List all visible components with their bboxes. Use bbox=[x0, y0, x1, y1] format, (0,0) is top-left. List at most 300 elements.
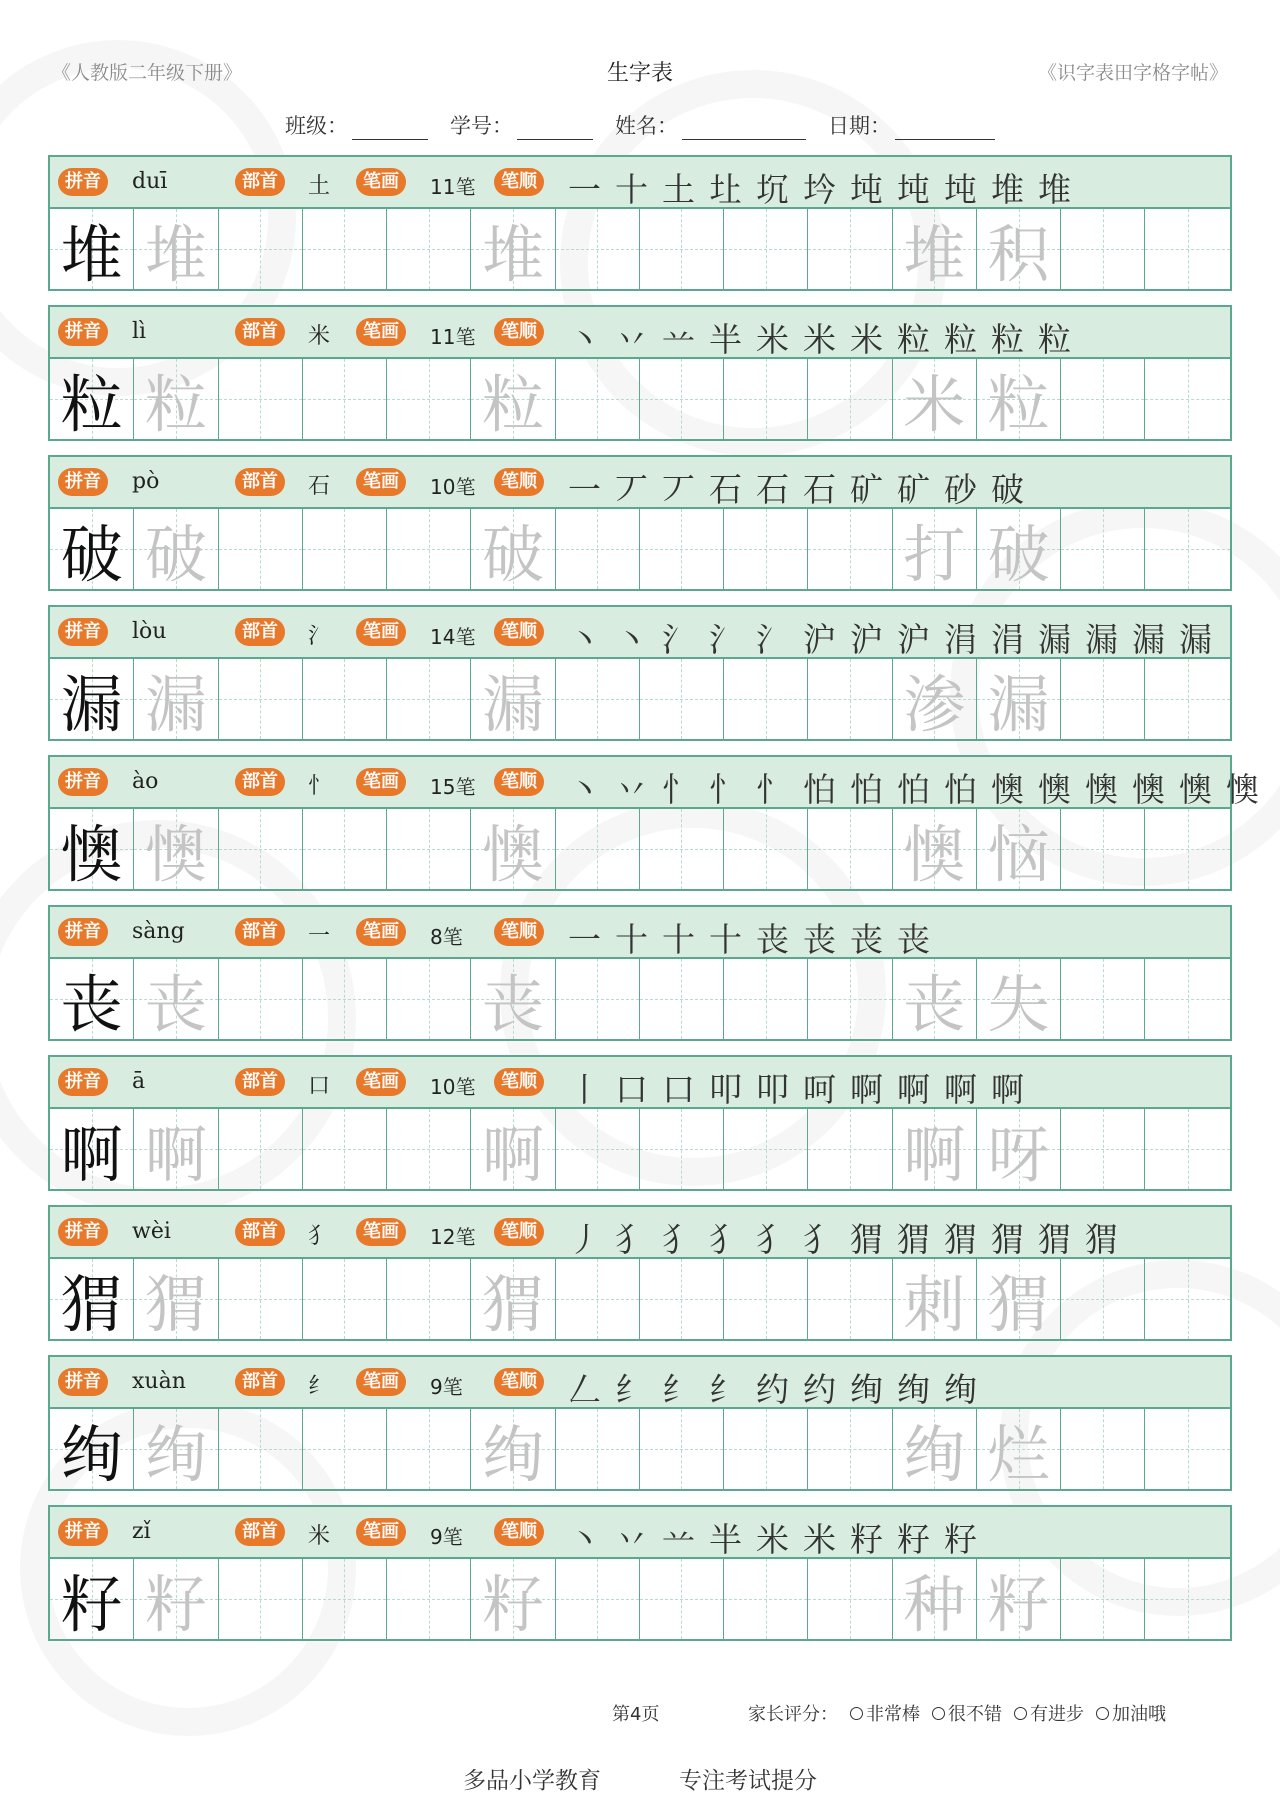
writing-cell[interactable] bbox=[893, 1559, 977, 1639]
stroke-count-text: 10笔 bbox=[430, 1075, 476, 1099]
stroke-step: 犭 bbox=[803, 1220, 836, 1259]
writing-cell[interactable] bbox=[50, 1259, 134, 1339]
writing-cell[interactable] bbox=[50, 1559, 134, 1639]
writing-cell[interactable] bbox=[1145, 1259, 1229, 1339]
writing-cell[interactable] bbox=[303, 959, 387, 1039]
stroke-step: 啊 bbox=[944, 1070, 977, 1109]
date-blank[interactable] bbox=[895, 117, 995, 140]
writing-cell[interactable] bbox=[50, 359, 134, 439]
writing-cell[interactable] bbox=[303, 509, 387, 589]
stroke-step: 懊 bbox=[991, 770, 1024, 809]
writing-cell[interactable] bbox=[977, 1109, 1061, 1189]
writing-cell[interactable] bbox=[471, 509, 555, 589]
pinyin-text: duī bbox=[132, 169, 168, 194]
writing-cell[interactable] bbox=[556, 359, 640, 439]
writing-cell[interactable] bbox=[1145, 959, 1229, 1039]
stroke-step: 堆 bbox=[991, 170, 1024, 209]
writing-cell[interactable] bbox=[303, 359, 387, 439]
writing-cell[interactable] bbox=[724, 209, 808, 289]
writing-cell[interactable] bbox=[556, 809, 640, 889]
tianzige-grid bbox=[50, 509, 1230, 589]
writing-cell[interactable] bbox=[471, 809, 555, 889]
writing-cell[interactable] bbox=[556, 1559, 640, 1639]
rating-option[interactable]: 加油哦 bbox=[1096, 1700, 1166, 1726]
char-info-bar bbox=[50, 1207, 1230, 1259]
pinyin-badge: 拼音 bbox=[58, 318, 108, 346]
word-char: 恼 bbox=[987, 817, 1050, 891]
pinyin-text: lì bbox=[132, 319, 147, 344]
stroke-step: 叩 bbox=[709, 1070, 742, 1109]
pinyin-text: ā bbox=[132, 1069, 146, 1094]
word-char: 渗 bbox=[903, 667, 966, 741]
writing-cell[interactable] bbox=[977, 1559, 1061, 1639]
writing-cell[interactable] bbox=[808, 1259, 892, 1339]
word-char: 粒 bbox=[987, 367, 1050, 441]
radical-badge: 部首 bbox=[235, 1068, 285, 1096]
radical-badge: 部首 bbox=[235, 168, 285, 196]
pinyin-text: wèi bbox=[132, 1219, 171, 1244]
stroke-step: 丷 bbox=[615, 1520, 648, 1559]
writing-cell[interactable] bbox=[893, 509, 977, 589]
writing-cell[interactable] bbox=[808, 1559, 892, 1639]
stroke-count-badge: 笔画 bbox=[356, 1218, 406, 1246]
writing-cell[interactable] bbox=[50, 659, 134, 739]
radio-circle-icon bbox=[850, 1707, 863, 1720]
writing-cell[interactable] bbox=[134, 1559, 218, 1639]
writing-cell[interactable] bbox=[977, 1259, 1061, 1339]
pinyin-badge: 拼音 bbox=[58, 1068, 108, 1096]
writing-cell[interactable] bbox=[1145, 1559, 1229, 1639]
writing-cell[interactable] bbox=[1061, 509, 1145, 589]
word-char: 猬 bbox=[987, 1267, 1050, 1341]
stroke-step: 犭 bbox=[756, 1220, 789, 1259]
writing-cell[interactable] bbox=[556, 209, 640, 289]
writing-cell[interactable] bbox=[219, 1109, 303, 1189]
writing-cell[interactable] bbox=[724, 659, 808, 739]
writing-cell[interactable] bbox=[303, 1559, 387, 1639]
word-char: 积 bbox=[987, 217, 1050, 291]
writing-cell[interactable] bbox=[808, 1109, 892, 1189]
stroke-count-text: 9笔 bbox=[430, 1375, 463, 1399]
writing-cell[interactable] bbox=[50, 509, 134, 589]
stroke-step: 啊 bbox=[991, 1070, 1024, 1109]
stroke-step: 怕 bbox=[850, 770, 883, 809]
writing-cell[interactable] bbox=[50, 1409, 134, 1489]
stroke-step: 猬 bbox=[991, 1220, 1024, 1259]
writing-cell[interactable] bbox=[1145, 659, 1229, 739]
stroke-step: 十 bbox=[615, 920, 648, 959]
writing-cell[interactable] bbox=[1145, 1409, 1229, 1489]
writing-cell[interactable] bbox=[977, 659, 1061, 739]
stroke-step: 半 bbox=[709, 1520, 742, 1559]
stroke-step: 绚 bbox=[850, 1370, 883, 1409]
writing-cell[interactable] bbox=[724, 509, 808, 589]
trace-char: 啊 bbox=[144, 1117, 207, 1191]
trace-char: 懊 bbox=[144, 817, 207, 891]
writing-cell[interactable] bbox=[134, 359, 218, 439]
char-info-bar bbox=[50, 157, 1230, 209]
writing-cell[interactable] bbox=[471, 959, 555, 1039]
writing-cell[interactable] bbox=[471, 359, 555, 439]
writing-cell[interactable] bbox=[640, 509, 724, 589]
writing-cell[interactable] bbox=[471, 659, 555, 739]
word-char: 种 bbox=[903, 1567, 966, 1641]
writing-cell[interactable] bbox=[1061, 659, 1145, 739]
stroke-count-badge: 笔画 bbox=[356, 918, 406, 946]
radio-circle-icon bbox=[1014, 1707, 1027, 1720]
stroke-step: 粒 bbox=[991, 320, 1024, 359]
writing-cell[interactable] bbox=[977, 209, 1061, 289]
word-char: 籽 bbox=[987, 1567, 1050, 1641]
writing-cell[interactable] bbox=[977, 509, 1061, 589]
writing-cell[interactable] bbox=[387, 659, 471, 739]
stroke-step: 坉 bbox=[897, 170, 930, 209]
radical-badge: 部首 bbox=[235, 1218, 285, 1246]
writing-cell[interactable] bbox=[134, 1409, 218, 1489]
stroke-step: 坉 bbox=[850, 170, 883, 209]
radical-text: 米 bbox=[308, 1524, 331, 1549]
word-char: 懊 bbox=[903, 817, 966, 891]
writing-cell[interactable] bbox=[808, 359, 892, 439]
model-char: 堆 bbox=[60, 217, 123, 291]
stroke-order-badge: 笔顺 bbox=[494, 768, 544, 796]
stroke-step: 堆 bbox=[1038, 170, 1071, 209]
writing-cell[interactable] bbox=[808, 209, 892, 289]
tianzige-grid bbox=[50, 809, 1230, 889]
stroke-count-text: 11笔 bbox=[430, 325, 476, 349]
writing-cell[interactable] bbox=[640, 1559, 724, 1639]
pinyin-badge: 拼音 bbox=[58, 468, 108, 496]
pinyin-badge: 拼音 bbox=[58, 1518, 108, 1546]
radical-badge: 部首 bbox=[235, 318, 285, 346]
writing-cell[interactable] bbox=[1061, 359, 1145, 439]
pinyin-text: zǐ bbox=[132, 1519, 151, 1544]
stroke-step: 丧 bbox=[897, 920, 930, 959]
stroke-count-text: 15笔 bbox=[430, 775, 476, 799]
stroke-step: 䒑 bbox=[662, 1520, 695, 1559]
word-char: 堆 bbox=[903, 217, 966, 291]
writing-cell[interactable] bbox=[387, 959, 471, 1039]
writing-cell[interactable] bbox=[134, 509, 218, 589]
student-number-field bbox=[450, 110, 593, 140]
writing-cell[interactable] bbox=[303, 1259, 387, 1339]
writing-cell[interactable] bbox=[50, 959, 134, 1039]
stroke-step: 圵 bbox=[709, 170, 742, 209]
stroke-step: 十 bbox=[615, 170, 648, 209]
stroke-step: 米 bbox=[803, 320, 836, 359]
tianzige-grid bbox=[50, 1559, 1230, 1639]
stroke-step: 石 bbox=[709, 470, 742, 509]
stroke-order-sequence bbox=[568, 614, 1221, 661]
stroke-step: 丆 bbox=[615, 470, 648, 509]
word-char: 绚 bbox=[903, 1417, 966, 1491]
pinyin-badge: 拼音 bbox=[58, 618, 108, 646]
writing-cell[interactable] bbox=[640, 1259, 724, 1339]
writing-cell[interactable] bbox=[1145, 359, 1229, 439]
writing-cell[interactable] bbox=[387, 359, 471, 439]
writing-cell[interactable] bbox=[303, 659, 387, 739]
trace-char: 籽 bbox=[481, 1567, 544, 1641]
stroke-step: 约 bbox=[756, 1370, 789, 1409]
writing-cell[interactable] bbox=[640, 209, 724, 289]
writing-cell[interactable] bbox=[556, 1259, 640, 1339]
writing-cell[interactable] bbox=[134, 809, 218, 889]
radical-badge: 部首 bbox=[235, 1368, 285, 1396]
stroke-step: 丶 bbox=[568, 620, 601, 659]
trace-char: 籽 bbox=[144, 1567, 207, 1641]
model-char: 丧 bbox=[60, 967, 123, 1041]
writing-cell[interactable] bbox=[303, 809, 387, 889]
brand-name: 多品小学教育 bbox=[463, 1768, 601, 1794]
brand-footer bbox=[0, 1762, 1280, 1795]
writing-cell[interactable] bbox=[893, 1259, 977, 1339]
stroke-step: 漏 bbox=[1132, 620, 1165, 659]
writing-cell[interactable] bbox=[640, 1409, 724, 1489]
writing-cell[interactable] bbox=[219, 209, 303, 289]
writing-cell[interactable] bbox=[134, 209, 218, 289]
stroke-step: 丶 bbox=[568, 770, 601, 809]
stroke-order-badge: 笔顺 bbox=[494, 1368, 544, 1396]
writing-cell[interactable] bbox=[50, 209, 134, 289]
word-char: 打 bbox=[903, 517, 966, 591]
writing-cell[interactable] bbox=[724, 1259, 808, 1339]
date-label: 日期： bbox=[828, 114, 891, 138]
writing-cell[interactable] bbox=[387, 1109, 471, 1189]
writing-cell[interactable] bbox=[134, 659, 218, 739]
writing-cell[interactable] bbox=[808, 1409, 892, 1489]
writing-cell[interactable] bbox=[808, 659, 892, 739]
trace-char: 漏 bbox=[144, 667, 207, 741]
stroke-step: 米 bbox=[756, 320, 789, 359]
stroke-step: 粒 bbox=[944, 320, 977, 359]
writing-cell[interactable] bbox=[977, 959, 1061, 1039]
writing-cell[interactable] bbox=[387, 809, 471, 889]
char-section bbox=[48, 605, 1232, 741]
writing-cell[interactable] bbox=[1061, 209, 1145, 289]
writing-cell[interactable] bbox=[893, 1109, 977, 1189]
writing-cell[interactable] bbox=[640, 359, 724, 439]
writing-cell[interactable] bbox=[640, 959, 724, 1039]
writing-cell[interactable] bbox=[1145, 509, 1229, 589]
writing-cell[interactable] bbox=[1145, 209, 1229, 289]
writing-cell[interactable] bbox=[893, 1409, 977, 1489]
writing-cell[interactable] bbox=[977, 809, 1061, 889]
stroke-step: 猬 bbox=[944, 1220, 977, 1259]
writing-cell[interactable] bbox=[471, 209, 555, 289]
trace-char: 啊 bbox=[481, 1117, 544, 1191]
writing-cell[interactable] bbox=[893, 359, 977, 439]
writing-cell[interactable] bbox=[134, 1109, 218, 1189]
stroke-order-badge: 笔顺 bbox=[494, 618, 544, 646]
writing-cell[interactable] bbox=[1061, 1259, 1145, 1339]
pinyin-badge: 拼音 bbox=[58, 918, 108, 946]
trace-char: 懊 bbox=[481, 817, 544, 891]
writing-cell[interactable] bbox=[724, 1409, 808, 1489]
writing-cell[interactable] bbox=[219, 809, 303, 889]
stroke-step: 沪 bbox=[803, 620, 836, 659]
writing-cell[interactable] bbox=[1145, 1109, 1229, 1189]
stroke-step: 漏 bbox=[1085, 620, 1118, 659]
writing-cell[interactable] bbox=[977, 359, 1061, 439]
stroke-step: 怕 bbox=[944, 770, 977, 809]
writing-cell[interactable] bbox=[893, 209, 977, 289]
writing-cell[interactable] bbox=[1061, 809, 1145, 889]
writing-cell[interactable] bbox=[808, 959, 892, 1039]
stroke-step: 口 bbox=[615, 1070, 648, 1109]
stroke-step: 懊 bbox=[1085, 770, 1118, 809]
writing-cell[interactable] bbox=[219, 359, 303, 439]
char-info-bar bbox=[50, 907, 1230, 959]
writing-cell[interactable] bbox=[640, 1109, 724, 1189]
stroke-order-badge: 笔顺 bbox=[494, 1518, 544, 1546]
writing-cell[interactable] bbox=[556, 959, 640, 1039]
radical-badge: 部首 bbox=[235, 918, 285, 946]
writing-cell[interactable] bbox=[219, 959, 303, 1039]
rating-option[interactable]: 有进步 bbox=[1014, 1700, 1084, 1726]
stroke-order-badge: 笔顺 bbox=[494, 1218, 544, 1246]
char-section bbox=[48, 1055, 1232, 1191]
writing-cell[interactable] bbox=[977, 1409, 1061, 1489]
writing-cell[interactable] bbox=[724, 359, 808, 439]
writing-cell[interactable] bbox=[724, 959, 808, 1039]
writing-cell[interactable] bbox=[893, 809, 977, 889]
trace-char: 破 bbox=[481, 517, 544, 591]
char-info-bar bbox=[50, 1507, 1230, 1559]
word-char: 烂 bbox=[987, 1417, 1050, 1491]
writing-cell[interactable] bbox=[387, 1409, 471, 1489]
stroke-step: 犭 bbox=[662, 1220, 695, 1259]
stroke-step: 纟 bbox=[662, 1370, 695, 1409]
writing-cell[interactable] bbox=[471, 1559, 555, 1639]
trace-char: 破 bbox=[144, 517, 207, 591]
pinyin-text: lòu bbox=[132, 619, 167, 644]
writing-cell[interactable] bbox=[471, 1109, 555, 1189]
stroke-step: 犭 bbox=[709, 1220, 742, 1259]
tianzige-grid bbox=[50, 959, 1230, 1039]
radical-text: 口 bbox=[308, 1074, 331, 1099]
student-number-blank[interactable] bbox=[517, 117, 593, 140]
writing-cell[interactable] bbox=[471, 1409, 555, 1489]
writing-cell[interactable] bbox=[724, 809, 808, 889]
stroke-count-badge: 笔画 bbox=[356, 1068, 406, 1096]
radical-badge: 部首 bbox=[235, 468, 285, 496]
writing-cell[interactable] bbox=[303, 209, 387, 289]
stroke-step: 矿 bbox=[850, 470, 883, 509]
writing-cell[interactable] bbox=[219, 1259, 303, 1339]
writing-cell[interactable] bbox=[893, 959, 977, 1039]
word-char: 呀 bbox=[987, 1117, 1050, 1191]
char-section bbox=[48, 1505, 1232, 1641]
stroke-count-badge: 笔画 bbox=[356, 1368, 406, 1396]
stroke-step: 怕 bbox=[803, 770, 836, 809]
trace-char: 绚 bbox=[144, 1417, 207, 1491]
writing-cell[interactable] bbox=[134, 959, 218, 1039]
tianzige-grid bbox=[50, 659, 1230, 739]
stroke-order-badge: 笔顺 bbox=[494, 918, 544, 946]
writing-cell[interactable] bbox=[724, 1559, 808, 1639]
rating-option[interactable]: 很不错 bbox=[932, 1700, 1002, 1726]
writing-cell[interactable] bbox=[556, 1109, 640, 1189]
char-info-bar bbox=[50, 307, 1230, 359]
stroke-step: 丨 bbox=[568, 1070, 601, 1109]
class-blank[interactable] bbox=[352, 117, 428, 140]
writing-cell[interactable] bbox=[50, 809, 134, 889]
writing-cell[interactable] bbox=[219, 509, 303, 589]
writing-cell[interactable] bbox=[219, 1409, 303, 1489]
writing-cell[interactable] bbox=[471, 1259, 555, 1339]
writing-cell[interactable] bbox=[808, 509, 892, 589]
writing-cell[interactable] bbox=[50, 1109, 134, 1189]
stroke-step: 籽 bbox=[850, 1520, 883, 1559]
model-char: 啊 bbox=[60, 1117, 123, 1191]
writing-cell[interactable] bbox=[387, 1559, 471, 1639]
writing-cell[interactable] bbox=[387, 209, 471, 289]
stroke-step: 米 bbox=[850, 320, 883, 359]
writing-cell[interactable] bbox=[1061, 1409, 1145, 1489]
stroke-step: 犭 bbox=[615, 1220, 648, 1259]
writing-cell[interactable] bbox=[1061, 959, 1145, 1039]
writing-cell[interactable] bbox=[134, 1259, 218, 1339]
writing-cell[interactable] bbox=[387, 509, 471, 589]
stroke-step: 漏 bbox=[1038, 620, 1071, 659]
writing-cell[interactable] bbox=[1061, 1109, 1145, 1189]
char-section bbox=[48, 755, 1259, 891]
trace-char: 粒 bbox=[144, 367, 207, 441]
stroke-step: 丷 bbox=[615, 320, 648, 359]
writing-cell[interactable] bbox=[724, 1109, 808, 1189]
name-field bbox=[615, 110, 806, 140]
writing-cell[interactable] bbox=[303, 1409, 387, 1489]
writing-cell[interactable] bbox=[303, 1109, 387, 1189]
writing-cell[interactable] bbox=[556, 1409, 640, 1489]
stroke-step: 砂 bbox=[944, 470, 977, 509]
writing-cell[interactable] bbox=[893, 659, 977, 739]
stroke-count-text: 12笔 bbox=[430, 1225, 476, 1249]
name-blank[interactable] bbox=[682, 117, 806, 140]
stroke-step: 纟 bbox=[709, 1370, 742, 1409]
stroke-order-badge: 笔顺 bbox=[494, 468, 544, 496]
stroke-count-badge: 笔画 bbox=[356, 468, 406, 496]
stroke-order-badge: 笔顺 bbox=[494, 1068, 544, 1096]
writing-cell[interactable] bbox=[1145, 809, 1229, 889]
stroke-step: 一 bbox=[568, 170, 601, 209]
stroke-step: 沪 bbox=[897, 620, 930, 659]
tianzige-grid bbox=[50, 1409, 1230, 1489]
writing-cell[interactable] bbox=[556, 509, 640, 589]
stroke-step: 口 bbox=[662, 1070, 695, 1109]
writing-cell[interactable] bbox=[640, 659, 724, 739]
class-label: 班级： bbox=[285, 114, 348, 138]
writing-cell[interactable] bbox=[556, 659, 640, 739]
stroke-count-badge: 笔画 bbox=[356, 768, 406, 796]
pinyin-badge: 拼音 bbox=[58, 1218, 108, 1246]
writing-cell[interactable] bbox=[387, 1259, 471, 1339]
stroke-step: 丶 bbox=[568, 320, 601, 359]
radical-text: 忄 bbox=[308, 774, 331, 799]
brand-slogan: 专注考试提分 bbox=[679, 1768, 817, 1794]
writing-cell[interactable] bbox=[219, 659, 303, 739]
char-info-bar bbox=[50, 1357, 1230, 1409]
writing-cell[interactable] bbox=[1061, 1559, 1145, 1639]
stroke-count-text: 8笔 bbox=[430, 925, 463, 949]
rating-option[interactable]: 非常棒 bbox=[850, 1700, 920, 1726]
radical-badge: 部首 bbox=[235, 768, 285, 796]
trace-char: 猬 bbox=[144, 1267, 207, 1341]
writing-cell[interactable] bbox=[808, 809, 892, 889]
writing-cell[interactable] bbox=[640, 809, 724, 889]
writing-cell[interactable] bbox=[219, 1559, 303, 1639]
stroke-step: 忄 bbox=[709, 770, 742, 809]
